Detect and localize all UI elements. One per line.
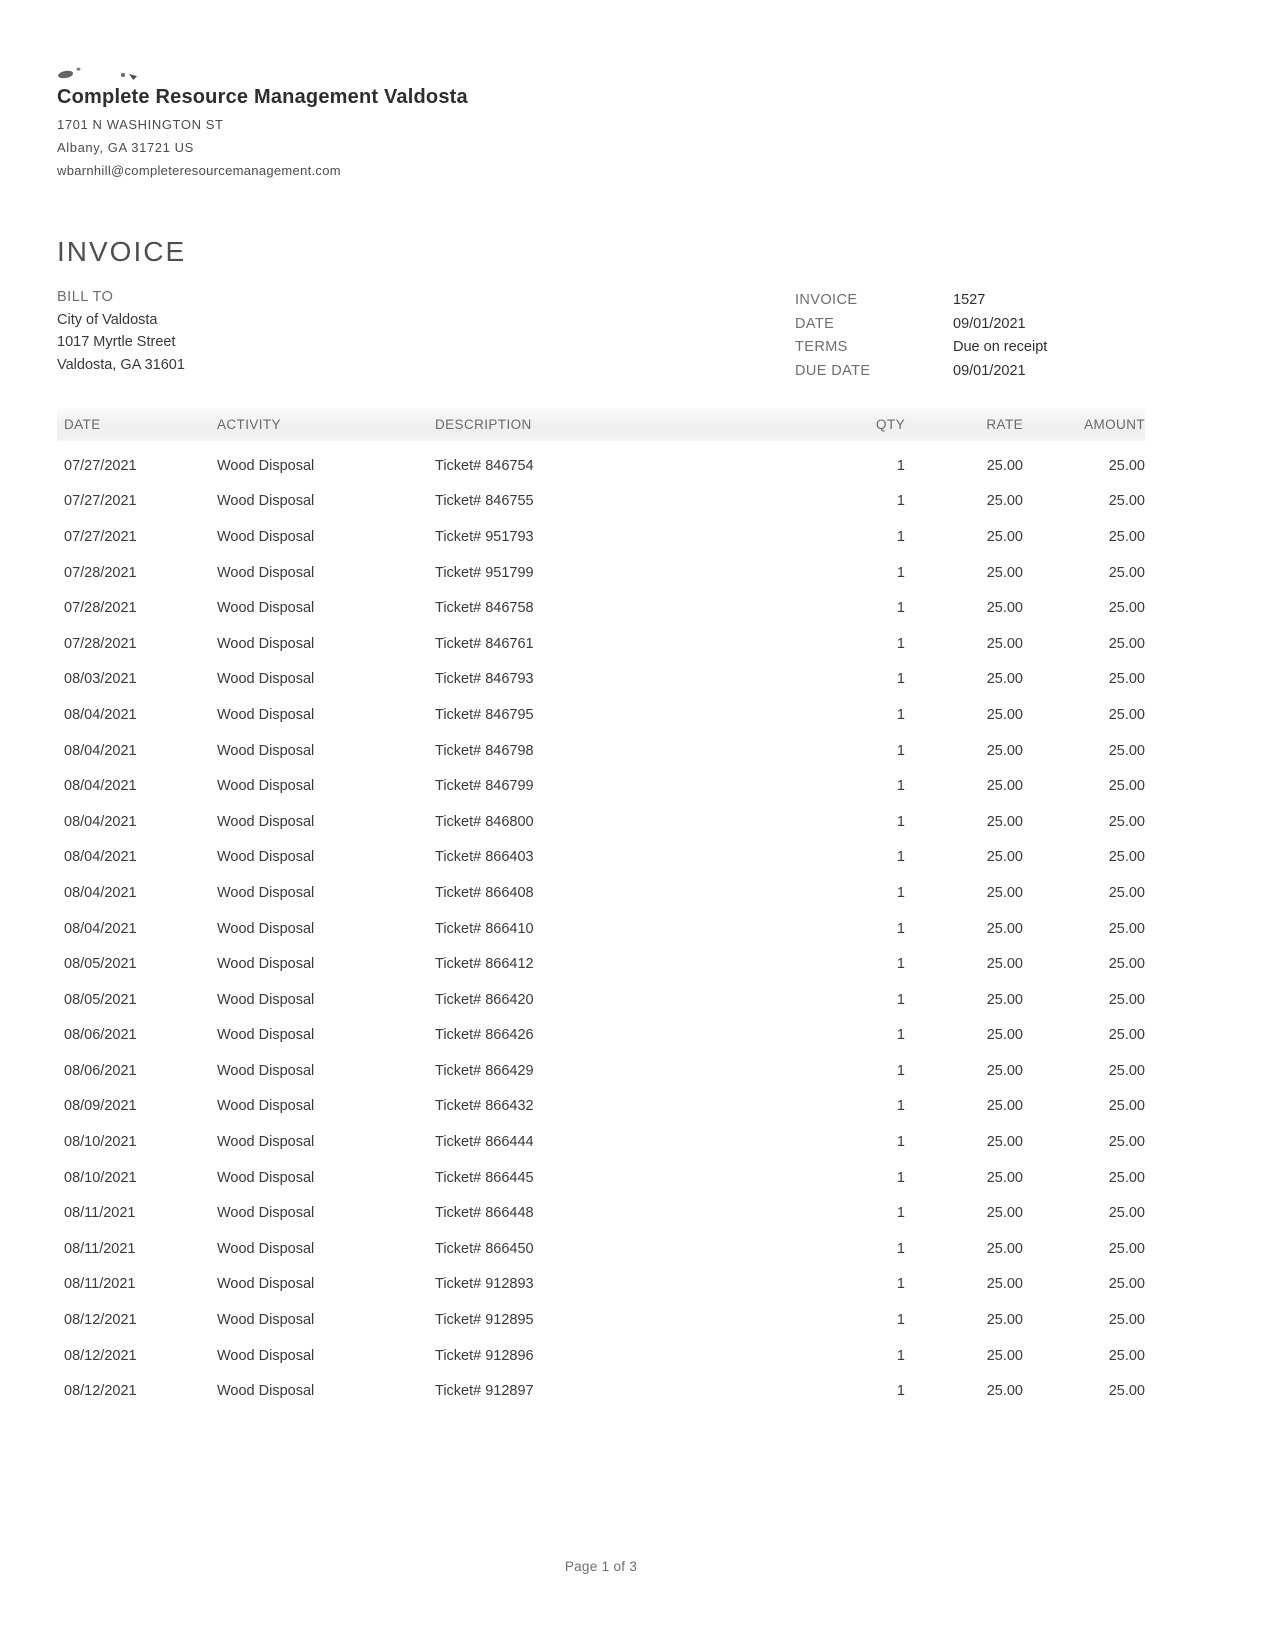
row-description: Ticket# 846799 — [435, 778, 534, 795]
column-header-date: DATE — [64, 417, 101, 432]
column-header-activity: ACTIVITY — [217, 417, 281, 432]
row-qty: 1 — [896, 1312, 905, 1329]
row-description: Ticket# 846800 — [435, 813, 534, 830]
table-body — [57, 448, 1145, 1409]
row-qty: 1 — [896, 493, 905, 510]
row-amount: 25.00 — [1108, 528, 1145, 545]
row-description: Ticket# 846754 — [435, 457, 534, 474]
invoice-number: 1527 — [953, 292, 986, 308]
bill-to-address-line1: 1017 Myrtle Street — [57, 334, 176, 350]
row-qty: 1 — [896, 706, 905, 723]
row-activity: Wood Disposal — [217, 742, 315, 759]
row-rate: 25.00 — [986, 813, 1023, 830]
row-description: Ticket# 912897 — [435, 1383, 534, 1400]
row-qty: 1 — [896, 600, 905, 617]
company-name: Complete Resource Management Valdosta — [57, 86, 468, 108]
row-activity: Wood Disposal — [217, 1098, 315, 1115]
row-description: Ticket# 846758 — [435, 600, 534, 617]
company-header — [57, 86, 468, 178]
row-rate: 25.00 — [986, 849, 1023, 866]
row-qty: 1 — [896, 991, 905, 1008]
row-activity: Wood Disposal — [217, 564, 315, 581]
row-qty: 1 — [896, 1240, 905, 1257]
row-rate: 25.00 — [986, 991, 1023, 1008]
meta-row-invoice — [795, 289, 1047, 313]
row-date: 08/10/2021 — [64, 1169, 137, 1186]
row-rate: 25.00 — [986, 564, 1023, 581]
row-description: Ticket# 866403 — [435, 849, 534, 866]
row-amount: 25.00 — [1108, 1098, 1145, 1115]
invoice-meta-block — [795, 289, 1047, 383]
row-rate: 25.00 — [986, 778, 1023, 795]
row-amount: 25.00 — [1108, 1347, 1145, 1364]
row-date: 08/04/2021 — [64, 742, 137, 759]
row-amount: 25.00 — [1108, 956, 1145, 973]
row-date: 08/03/2021 — [64, 671, 137, 688]
row-qty: 1 — [896, 1383, 905, 1400]
table-row — [57, 840, 1145, 876]
row-qty: 1 — [896, 1027, 905, 1044]
row-description: Ticket# 846798 — [435, 742, 534, 759]
row-activity: Wood Disposal — [217, 457, 315, 474]
page-number-footer: Page 1 of 3 — [564, 1559, 638, 1574]
row-rate: 25.00 — [986, 635, 1023, 652]
invoice-date: 09/01/2021 — [953, 315, 1026, 332]
row-amount: 25.00 — [1108, 1169, 1145, 1186]
company-email: wbarnhill@completeresourcemanagement.com — [57, 163, 341, 178]
row-qty: 1 — [896, 1205, 905, 1222]
meta-label: INVOICE — [795, 292, 858, 308]
row-date: 07/28/2021 — [64, 600, 137, 617]
row-amount: 25.00 — [1108, 564, 1145, 581]
table-row — [57, 662, 1145, 698]
row-description: Ticket# 951793 — [435, 528, 534, 545]
row-date: 08/04/2021 — [64, 778, 137, 795]
row-activity: Wood Disposal — [217, 528, 315, 545]
table-row — [57, 1302, 1145, 1338]
row-activity: Wood Disposal — [217, 1347, 315, 1364]
row-qty: 1 — [896, 778, 905, 795]
table-row — [57, 911, 1145, 947]
row-activity: Wood Disposal — [217, 813, 315, 830]
row-description: Ticket# 866448 — [435, 1205, 534, 1222]
row-date: 07/27/2021 — [64, 493, 137, 510]
row-date: 07/27/2021 — [64, 528, 137, 545]
row-date: 08/12/2021 — [64, 1347, 137, 1364]
row-description: Ticket# 866429 — [435, 1062, 534, 1079]
invoice-terms: Due on receipt — [953, 339, 1048, 355]
row-qty: 1 — [896, 956, 905, 973]
row-activity: Wood Disposal — [217, 1383, 315, 1400]
row-rate: 25.00 — [986, 1383, 1023, 1400]
row-qty: 1 — [896, 635, 905, 652]
row-amount: 25.00 — [1108, 600, 1145, 617]
row-amount: 25.00 — [1108, 635, 1145, 652]
table-row — [57, 697, 1145, 733]
row-rate: 25.00 — [986, 742, 1023, 759]
row-activity: Wood Disposal — [217, 493, 315, 510]
row-rate: 25.00 — [986, 920, 1023, 937]
row-activity: Wood Disposal — [217, 1312, 315, 1329]
row-activity: Wood Disposal — [217, 778, 315, 795]
row-qty: 1 — [896, 849, 905, 866]
row-description: Ticket# 912893 — [435, 1276, 534, 1293]
row-activity: Wood Disposal — [217, 1240, 315, 1257]
row-description: Ticket# 846795 — [435, 706, 534, 723]
row-date: 07/28/2021 — [64, 635, 137, 652]
row-amount: 25.00 — [1108, 813, 1145, 830]
table-row — [57, 733, 1145, 769]
row-amount: 25.00 — [1108, 849, 1145, 866]
row-description: Ticket# 866432 — [435, 1098, 534, 1115]
table-row — [57, 1267, 1145, 1303]
row-date: 08/12/2021 — [64, 1312, 137, 1329]
table-row — [57, 1160, 1145, 1196]
row-amount: 25.00 — [1108, 1062, 1145, 1079]
row-rate: 25.00 — [986, 1027, 1023, 1044]
row-qty: 1 — [896, 1276, 905, 1293]
row-qty: 1 — [896, 528, 905, 545]
row-description: Ticket# 866445 — [435, 1169, 534, 1186]
bill-to-name: City of Valdosta — [57, 311, 158, 328]
row-rate: 25.00 — [986, 493, 1023, 510]
table-header-row — [57, 408, 1145, 441]
row-rate: 25.00 — [986, 1062, 1023, 1079]
meta-label: TERMS — [795, 339, 848, 355]
row-amount: 25.00 — [1108, 706, 1145, 723]
row-amount: 25.00 — [1108, 742, 1145, 759]
table-row — [57, 484, 1145, 520]
row-rate: 25.00 — [986, 671, 1023, 688]
bill-to-block — [57, 286, 185, 376]
row-description: Ticket# 866426 — [435, 1027, 534, 1044]
row-rate: 25.00 — [986, 1312, 1023, 1329]
row-amount: 25.00 — [1108, 920, 1145, 937]
table-row — [57, 946, 1145, 982]
row-description: Ticket# 866450 — [435, 1240, 534, 1257]
row-amount: 25.00 — [1108, 1134, 1145, 1151]
column-header-qty: QTY — [876, 417, 905, 432]
row-date: 08/06/2021 — [64, 1062, 137, 1079]
row-rate: 25.00 — [986, 1240, 1023, 1257]
table-row — [57, 768, 1145, 804]
row-description: Ticket# 866444 — [435, 1134, 534, 1151]
line-items-table — [57, 408, 1145, 1409]
bill-to-label: BILL TO — [57, 289, 114, 305]
row-qty: 1 — [896, 884, 905, 901]
row-activity: Wood Disposal — [217, 884, 315, 901]
meta-row-due-date — [795, 360, 1047, 384]
row-date: 08/04/2021 — [64, 813, 137, 830]
meta-row-terms — [795, 336, 1047, 360]
table-row — [57, 1089, 1145, 1125]
row-date: 08/10/2021 — [64, 1134, 137, 1151]
row-amount: 25.00 — [1108, 1240, 1145, 1257]
table-row — [57, 448, 1145, 484]
row-date: 07/27/2021 — [64, 457, 137, 474]
row-qty: 1 — [896, 671, 905, 688]
row-qty: 1 — [896, 1098, 905, 1115]
row-rate: 25.00 — [986, 1098, 1023, 1115]
row-date: 08/05/2021 — [64, 991, 137, 1008]
row-description: Ticket# 912895 — [435, 1312, 534, 1329]
row-qty: 1 — [896, 564, 905, 581]
row-rate: 25.00 — [986, 706, 1023, 723]
row-amount: 25.00 — [1108, 457, 1145, 474]
row-rate: 25.00 — [986, 1276, 1023, 1293]
row-activity: Wood Disposal — [217, 1205, 315, 1222]
row-amount: 25.00 — [1108, 1312, 1145, 1329]
row-description: Ticket# 846761 — [435, 635, 534, 652]
row-qty: 1 — [896, 742, 905, 759]
table-row — [57, 1018, 1145, 1054]
table-row — [57, 626, 1145, 662]
row-amount: 25.00 — [1108, 884, 1145, 901]
row-date: 08/11/2021 — [64, 1240, 136, 1257]
row-date: 08/04/2021 — [64, 920, 137, 937]
invoice-due-date: 09/01/2021 — [953, 362, 1026, 379]
row-activity: Wood Disposal — [217, 956, 315, 973]
scan-smudge-icon — [58, 70, 74, 79]
row-amount: 25.00 — [1108, 493, 1145, 510]
row-qty: 1 — [896, 920, 905, 937]
bill-to-address-line2: Valdosta, GA 31601 — [57, 356, 185, 373]
table-row — [57, 519, 1145, 555]
row-description: Ticket# 951799 — [435, 564, 534, 581]
row-description: Ticket# 912896 — [435, 1347, 534, 1364]
table-row — [57, 875, 1145, 911]
row-activity: Wood Disposal — [217, 1169, 315, 1186]
row-description: Ticket# 866412 — [435, 956, 534, 973]
row-activity: Wood Disposal — [217, 920, 315, 937]
table-row — [57, 1124, 1145, 1160]
row-amount: 25.00 — [1108, 991, 1145, 1008]
row-date: 08/04/2021 — [64, 706, 137, 723]
document-title: INVOICE — [57, 236, 187, 267]
table-row — [57, 1338, 1145, 1374]
meta-label: DUE DATE — [795, 362, 871, 379]
table-row — [57, 1373, 1145, 1409]
row-amount: 25.00 — [1108, 1383, 1145, 1400]
row-rate: 25.00 — [986, 1347, 1023, 1364]
column-header-description: DESCRIPTION — [435, 417, 532, 432]
row-date: 08/05/2021 — [64, 956, 137, 973]
row-date: 07/28/2021 — [64, 564, 137, 581]
row-qty: 1 — [896, 1134, 905, 1151]
row-qty: 1 — [896, 1062, 905, 1079]
row-date: 08/11/2021 — [64, 1276, 136, 1293]
row-activity: Wood Disposal — [217, 1062, 315, 1079]
row-rate: 25.00 — [986, 1205, 1023, 1222]
row-description: Ticket# 846755 — [435, 493, 534, 510]
row-activity: Wood Disposal — [217, 671, 315, 688]
row-description: Ticket# 866410 — [435, 920, 534, 937]
row-date: 08/06/2021 — [64, 1027, 137, 1044]
table-row — [57, 1195, 1145, 1231]
row-qty: 1 — [896, 1169, 905, 1186]
row-qty: 1 — [896, 457, 905, 474]
row-date: 08/09/2021 — [64, 1098, 137, 1115]
row-amount: 25.00 — [1108, 671, 1145, 688]
row-rate: 25.00 — [986, 1169, 1023, 1186]
row-description: Ticket# 866420 — [435, 991, 534, 1008]
row-rate: 25.00 — [986, 457, 1023, 474]
table-row — [57, 1053, 1145, 1089]
row-activity: Wood Disposal — [217, 1276, 315, 1293]
row-amount: 25.00 — [1108, 1027, 1145, 1044]
row-activity: Wood Disposal — [217, 1027, 315, 1044]
row-activity: Wood Disposal — [217, 1134, 315, 1151]
row-rate: 25.00 — [986, 528, 1023, 545]
meta-label: DATE — [795, 315, 835, 332]
row-date: 08/04/2021 — [64, 849, 137, 866]
column-header-rate: RATE — [986, 417, 1023, 432]
row-activity: Wood Disposal — [217, 991, 315, 1008]
row-rate: 25.00 — [986, 956, 1023, 973]
row-activity: Wood Disposal — [217, 635, 315, 652]
row-amount: 25.00 — [1108, 1276, 1145, 1293]
row-qty: 1 — [896, 1347, 905, 1364]
row-rate: 25.00 — [986, 600, 1023, 617]
table-row — [57, 804, 1145, 840]
row-amount: 25.00 — [1108, 1205, 1145, 1222]
row-description: Ticket# 846793 — [435, 671, 534, 688]
row-date: 08/11/2021 — [64, 1205, 136, 1222]
row-activity: Wood Disposal — [217, 600, 315, 617]
company-address-line1: 1701 N WASHINGTON ST — [57, 117, 224, 132]
table-row — [57, 590, 1145, 626]
meta-row-date — [795, 313, 1047, 337]
row-date: 08/04/2021 — [64, 884, 137, 901]
row-date: 08/12/2021 — [64, 1383, 137, 1400]
table-row — [57, 982, 1145, 1018]
row-rate: 25.00 — [986, 1134, 1023, 1151]
row-amount: 25.00 — [1108, 778, 1145, 795]
row-activity: Wood Disposal — [217, 849, 315, 866]
column-header-amount: AMOUNT — [1084, 417, 1145, 432]
table-row — [57, 555, 1145, 591]
table-row — [57, 1231, 1145, 1267]
scan-smudge-icon — [121, 73, 125, 77]
row-qty: 1 — [896, 813, 905, 830]
company-address-line2: Albany, GA 31721 US — [57, 140, 194, 155]
row-description: Ticket# 866408 — [435, 884, 534, 901]
row-activity: Wood Disposal — [217, 706, 315, 723]
row-rate: 25.00 — [986, 884, 1023, 901]
